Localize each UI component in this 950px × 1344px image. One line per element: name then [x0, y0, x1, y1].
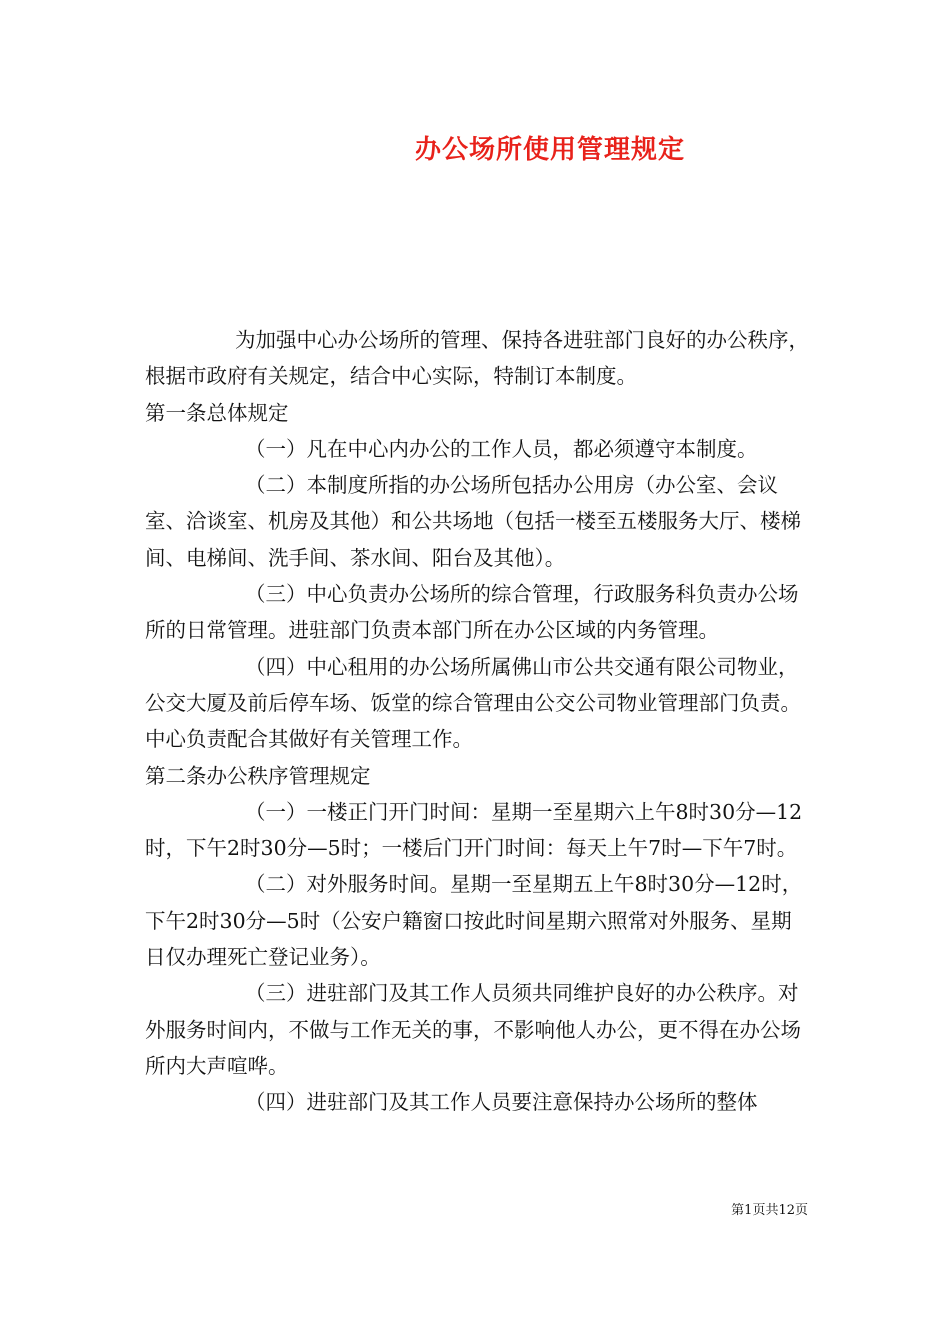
paragraph-item: （二）本制度所指的办公场所包括办公用房（办公室、会议室、洽谈室、机房及其他）和公共场地（包括一楼至五楼服务大厅、楼梯间、电梯间、洗手间、茶水间、阳台及其他）。 — [145, 473, 801, 570]
paragraph-item: （一）凡在中心内办公的工作人员，都必须遵守本制度。 — [245, 436, 758, 461]
article-heading: 第二条办公秩序管理规定 — [145, 763, 371, 788]
paragraph-item: （三）中心负责办公场所的综合管理，行政服务科负责办公场所的日常管理。进驻部门负责本部门所在办公区域的内务管理。 — [145, 582, 799, 643]
paragraph-item: （四）中心租用的办公场所属佛山市公共交通有限公司物业，公交大厦及前后停车场、饭堂的综合管理由公交公司物业管理部门负责。中心负责配合其做好有关管理工作。 — [145, 654, 801, 752]
paragraph-item: （四）进驻部门及其工作人员要注意保持办公场所的整体 — [245, 1090, 758, 1115]
document-title: 办公场所使用管理规定 — [414, 135, 685, 165]
paragraph-intro: 为加强中心办公场所的管理、保持各进驻部门良好的办公秩序，根据市政府有关规定，结合中心实际，特制订本制度。 — [145, 328, 809, 389]
document-body — [145, 322, 810, 1121]
paragraph-item: （二）对外服务时间。星期一至星期五上午8时30分—12时，下午2时30分—5时（公安户籍窗口按此时间星期六照常对外服务、星期日仅办理死亡登记业务）。 — [145, 872, 803, 970]
page-number: 第1页共12页 — [731, 1203, 808, 1218]
paragraph-item: （一）一楼正门开门时间：星期一至星期六上午8时30分—12时，下午2时30分—5时；一楼后门开门时间：每天上午7时—下午7时。 — [145, 799, 803, 861]
article-heading: 第一条总体规定 — [145, 400, 289, 425]
paragraph-item: （三）进驻部门及其工作人员须共同维护良好的办公秩序。对外服务时间内，不做与工作无关的事，不影响他人办公，更不得在办公场所内大声喧哗。 — [145, 981, 801, 1078]
